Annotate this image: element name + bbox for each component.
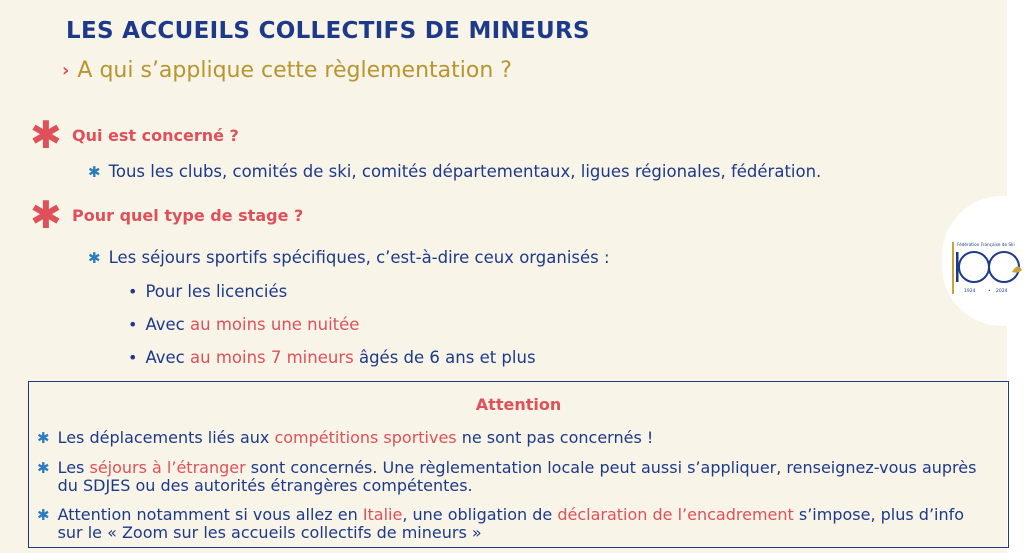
sub-item-text: Avec au moins une nuitée bbox=[145, 315, 360, 334]
asterisk-icon: ✱ bbox=[37, 429, 50, 447]
logo-caption: Fédération Française de Ski bbox=[957, 242, 1015, 247]
subtitle-text: A qui s’applique cette règlementation ? bbox=[77, 58, 512, 83]
attention-item bbox=[37, 459, 987, 495]
sub-list-item bbox=[128, 348, 536, 367]
bullet-text: Tous les clubs, comités de ski, comités départementaux, ligues régionales, fédération. bbox=[108, 162, 822, 181]
attention-text: Les déplacements liés aux compétitions sportives ne sont pas concernés ! bbox=[57, 428, 654, 447]
list-item bbox=[88, 248, 610, 267]
attention-text: Les séjours à l’étranger sont concernés. Une règlementation locale peut aussi s’appliquer, renseignez-vous auprès du SDJES ou des autorités étrangères compétentes. bbox=[57, 458, 977, 495]
sub-list-item bbox=[128, 315, 359, 334]
bullet-dot-icon: • bbox=[128, 348, 138, 367]
asterisk-icon: ✱ bbox=[37, 459, 50, 477]
bullet-text: Les séjours sportifs spécifiques, c’est-à-dire ceux organisés : bbox=[108, 248, 610, 267]
asterisk-icon: ✱ bbox=[88, 163, 101, 181]
list-item bbox=[88, 162, 821, 181]
logo-zero-two bbox=[989, 252, 1019, 282]
asterisk-icon: ✱ bbox=[30, 193, 62, 237]
attention-text: Attention notamment si vous allez en Italie, une obligation de déclaration de l’encadrement s’impose, plus d’info sur le « Zoom sur les accueils collectifs de mineurs » bbox=[57, 505, 965, 542]
section-qui-concerne bbox=[30, 113, 239, 157]
asterisk-icon: ✱ bbox=[88, 249, 101, 267]
ffs-centenary-logo bbox=[952, 238, 1026, 298]
sub-list-item bbox=[128, 282, 287, 301]
chevron-right-icon: › bbox=[62, 60, 70, 81]
attention-box bbox=[28, 381, 1009, 548]
page-subtitle bbox=[62, 58, 512, 83]
attention-item bbox=[37, 429, 987, 447]
logo-year-separator: • bbox=[988, 289, 991, 294]
section-title: Pour quel type de stage ? bbox=[72, 205, 304, 225]
attention-title: Attention bbox=[475, 395, 562, 414]
page-title: LES ACCUEILS COLLECTIFS DE MINEURS bbox=[66, 18, 590, 44]
sub-item-text: Avec au moins 7 mineurs âgés de 6 ans et plus bbox=[145, 348, 536, 367]
attention-item bbox=[37, 506, 987, 542]
sub-item-text: Pour les licenciés bbox=[145, 282, 288, 301]
asterisk-icon: ✱ bbox=[37, 506, 50, 524]
logo-zero-one bbox=[959, 252, 989, 282]
bullet-dot-icon: • bbox=[128, 282, 138, 301]
logo-year-start: 1924 bbox=[964, 289, 976, 294]
logo-bar bbox=[952, 242, 954, 294]
section-type-stage bbox=[30, 193, 304, 237]
asterisk-icon: ✱ bbox=[30, 113, 62, 157]
bullet-dot-icon: • bbox=[128, 315, 138, 334]
logo-year-end: 2024 bbox=[996, 289, 1008, 294]
logo-skier-mark bbox=[1012, 266, 1022, 272]
section-title: Qui est concerné ? bbox=[72, 125, 239, 145]
